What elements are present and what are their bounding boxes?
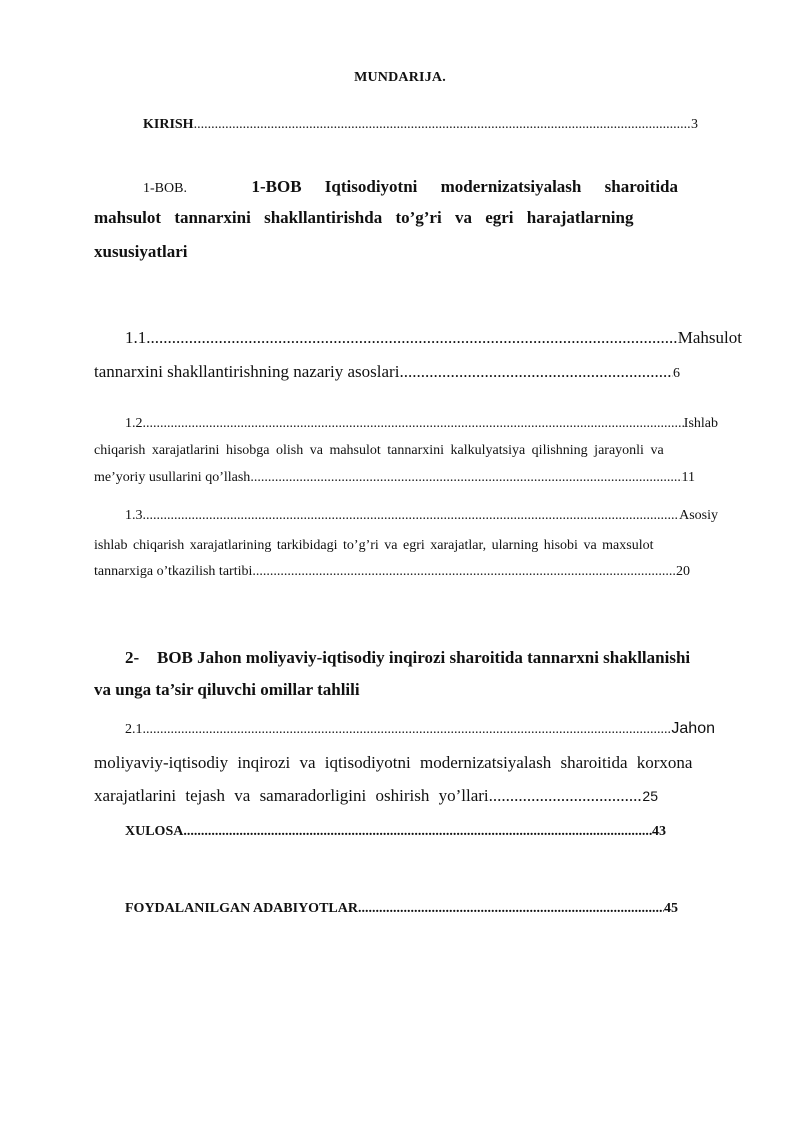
dot-leader: [146, 328, 678, 348]
dot-leader: [143, 416, 684, 432]
dot-leader: [143, 508, 680, 524]
toc-page-number: 3: [691, 117, 698, 132]
toc-page-number: 45: [664, 901, 678, 916]
section-title-start: Asosiy: [679, 508, 718, 523]
toc-page-number: 11: [681, 470, 695, 485]
section-title-start: Jahon: [671, 720, 715, 737]
section-number: 1.3: [125, 508, 143, 523]
chapter-title-line2: mahsulot tannarxini shakllantirishda to’g’ri va egri harajatlarning: [94, 208, 634, 227]
page-title: MUNDARIJA.: [354, 70, 446, 85]
chapter-title-line1: BOB Jahon moliyaviy-iqtisodiy inqirozi sharoitida tannarxni shakllanishi: [157, 648, 691, 667]
chapter-prefix: 1-BOB.: [143, 181, 187, 196]
dot-leader: [358, 901, 664, 917]
section-title-line2: ishlab chiqarish xarajatlarining tarkibidagi to’g’ri va egri xarajatlar, ularning hisobi va maxsulot: [94, 538, 654, 553]
chapter-title-line3: xususiyatlari: [94, 242, 188, 261]
toc-page-number: 43: [652, 824, 666, 839]
toc-entry-kirish[interactable]: [143, 117, 698, 133]
section-title-rest: tannarxini shakllantirishning nazariy asoslari: [94, 362, 400, 381]
section-number: 2.1: [125, 722, 143, 737]
section-title-line2: chiqarish xarajatlarini hisobga olish va mahsulot tannarxini kalkulyatsiya qilishning jarayonli va: [94, 443, 664, 458]
chapter-number: 2-: [125, 648, 140, 667]
dot-leader: [399, 362, 673, 382]
section-title-start: Mahsulot: [677, 328, 742, 347]
section-number: 1.2: [125, 416, 143, 431]
section-title-line2: moliyaviy-iqtisodiy inqirozi va iqtisodiyotni modernizatsiyalash sharoitida korxona: [94, 753, 693, 772]
toc-label: FOYDALANILGAN ADABIYOTLAR: [125, 901, 358, 916]
section-number: 1.1: [125, 328, 147, 347]
toc-page-number: 25: [642, 788, 658, 804]
toc-entry-adabiyotlar[interactable]: [125, 901, 678, 917]
toc-page-number: 20: [676, 564, 690, 579]
toc-entry-xulosa[interactable]: [125, 824, 666, 840]
dot-leader: [143, 722, 672, 738]
toc-page-number: 6: [673, 366, 680, 381]
dot-leader: [250, 470, 681, 486]
section-title-start: Ishlab: [683, 416, 718, 431]
section-title-line3: me’yoriy usullarini qo’llash: [94, 470, 251, 485]
dot-leader: [252, 564, 676, 580]
chapter-title-line1: 1-BOB Iqtisodiyotni modernizatsiyalash sharoitida: [251, 177, 678, 196]
section-title-line3: xarajatlarini tejash va samaradorligini oshirish yo’llari: [94, 786, 489, 805]
chapter-title-line2: va unga ta’sir qiluvchi omillar tahlili: [94, 680, 360, 699]
dot-leader: [183, 824, 652, 840]
dot-leader: [194, 117, 691, 133]
toc-label: KIRISH: [143, 117, 194, 132]
section-title-line3: tannarxiga o’tkazilish tartibi: [94, 564, 253, 579]
toc-label: XULOSA: [125, 824, 184, 839]
dot-leader: [489, 786, 643, 806]
